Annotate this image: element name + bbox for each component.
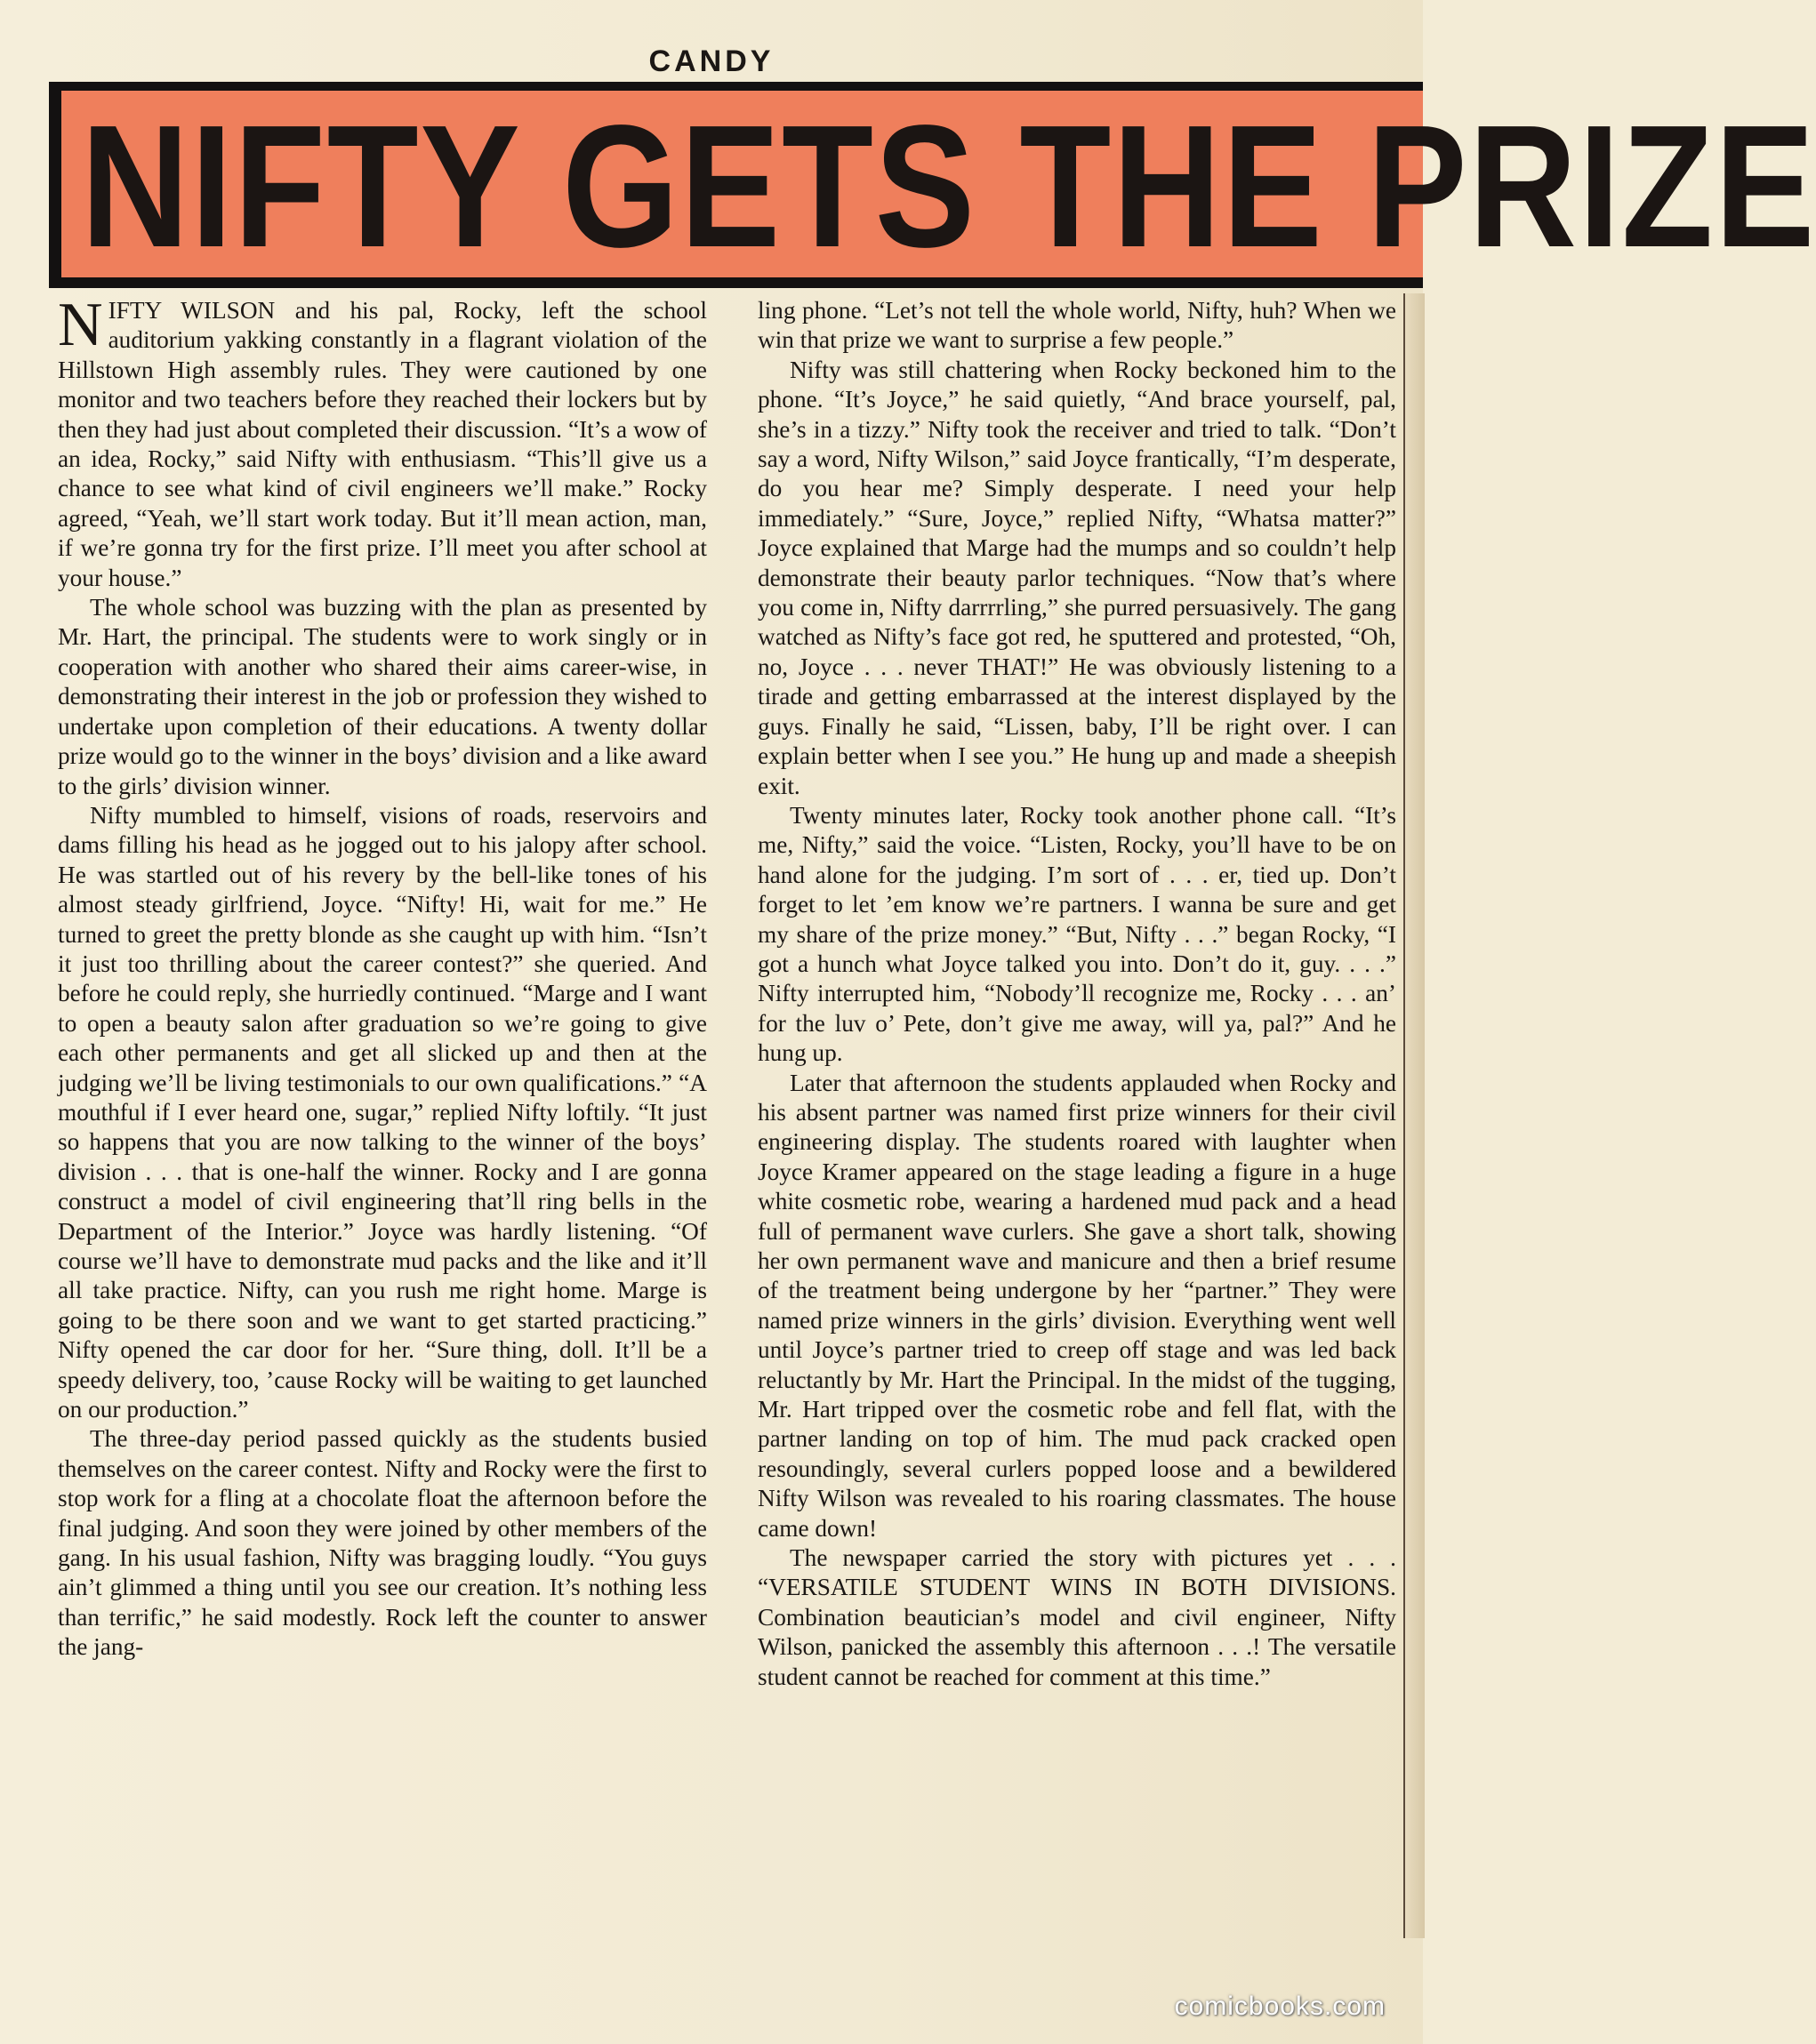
paragraph: The three-day period passed quickly as the students busied themselves on the career contest. Nifty and Rocky were the first to stop work for a fling at a chocolate float the afternoon before the final judging. And soon they were joined by other members of the gang. In his usual fashion, Nifty was bragging loudly. “You guys ain’t glimmed a thing until you see our creation. It’s nothing less than terrific,” he said modestly. Rock left the counter to answer the jang- xyxy=(58,1425,707,1661)
title-banner xyxy=(49,82,1816,288)
paragraph: Nifty mumbled to himself, visions of roads, reservoirs and dams filling his head as he jogged out to his jalopy after school. He was startled out of his revery by the bell-like tones of his almost steady girlfriend, Joyce. “Nifty! Hi, wait for me.” He turned to greet the pretty blonde as she caught up with him. “Isn’t it just too thrilling about the career contest?” she queried. And before he could reply, she hurriedly continued. “Marge and I want to open a beauty salon after graduation so we’re going to give each other permanents and get all slicked up and then at the judging we’ll be living testimonials to our own qualifications.” “A mouthful if I ever heard one, sugar,” replied Nifty loftily. “It just so happens that you are now talking to the winner of the boys’ division . . . that is one-half the winner. Rocky and I are gonna construct a model of civil engineering that’ll ring bells in the Department of the Interior.” Joyce was hardly listening. “Of course we’ll have to demonstrate mud packs and the like and it’ll all take practice. Nifty, can you rush me right home. Marge is going to be there soon and we want to get started practicing.” Nifty opened the car door for her. “Sure thing, doll. It’ll be a speedy delivery, too, ’cause Rocky will be waiting to get launched on our production.” xyxy=(58,801,707,1423)
paragraph: Nifty was still chattering when Rocky beckoned him to the phone. “It’s Joyce,” he said quietly, “And brace yourself, pal, she’s in a tizzy.” Nifty took the receiver and tried to talk. “Don’t say a word, Nifty Wilson,” said Joyce frantically, “I’m desperate, do you hear me? Simply desperate. I need your help immediately.” “Sure, Joyce,” replied Nifty, “Whatsa matter?” Joyce explained that Marge had the mumps and so couldn’t help demonstrate their beauty parlor techniques. “Now that’s where you come in, Nifty darrrrling,” she purred persuasively. The gang watched as Nifty’s face got red, he sputtered and protested, “Oh, no, Joyce . . . never THAT!” He was obviously listening to a tirade and getting embarrassed at the interest displayed by the guys. Finally he said, “Lissen, baby, I’ll be right over. I can explain better when I see you.” He hung up and made a sheepish exit. xyxy=(758,356,1396,799)
paragraph-text: IFTY WILSON and his pal, Rocky, left the school auditorium yakking constantly in a flagrant violation of the Hillstown High assembly rules. They were cautioned by one monitor and two teachers before they reached their lockers but by then they had just about completed their discussion. “It’s a wow of an idea, Rocky,” said Nifty with enthusiasm. “This’ll give us a chance to see what kind of civil engineers we’ll make.” Rocky agreed, “Yeah, we’ll start work today. But it’ll mean action, man, if we’re gonna try for the first prize. I’ll meet you after school at your house.” xyxy=(58,297,707,591)
story-column-right xyxy=(758,296,1396,1692)
paragraph: ling phone. “Let’s not tell the whole world, Nifty, huh? When we win that prize we want to surprise a few people.” xyxy=(758,297,1396,354)
paragraph xyxy=(58,291,707,593)
title-panel xyxy=(61,89,1816,284)
paragraph: The newspaper carried the story with pictures yet . . . “VERSATILE STUDENT WINS IN BOTH DIVISIONS. Combination beautician’s model and civil engineer, Nifty Wilson, panicked the assembly this afternoon . . .! The versatile student cannot be reached for comment at this time.” xyxy=(758,1544,1396,1690)
paragraph: The whole school was buzzing with the plan as presented by Mr. Hart, the principal. The students were to work singly or in cooperation with another who shared their aims career-wise, in demonstrating their interest in the job or profession they wished to undertake upon completion of their educations. A twenty dollar prize would go to the winner in the boys’ division and a like award to the girls’ division winner. xyxy=(58,594,707,799)
story-column-left xyxy=(58,291,707,1663)
paragraph: Later that afternoon the students applauded when Rocky and his absent partner was named first prize winners for their civil engineering display. The students roared with laughter when Joyce Kramer appeared on the stage leading a figure in a huge white cosmetic robe, wearing a hardened mud pack and a head full of permanent wave curlers. She gave a short talk, showing her own permanent wave and manicure and then a brief resume of the treatment being undergone by her “partner.” They were named prize winners in the girls’ division. Everything went well until Joyce’s partner tried to creep off stage and was led back reluctantly by Mr. Hart the Principal. In the midst of the tugging, Mr. Hart tripped over the cosmetic robe and fell flat, with the partner landing on top of him. The mud pack cracked open resoundingly, several curlers popped loose and a bewildered Nifty Wilson was revealed to his roaring classmates. The house came down! xyxy=(758,1069,1396,1542)
magazine-header: CANDY xyxy=(648,44,775,78)
adjacent-page-edge xyxy=(1403,293,1425,1938)
story-title: NIFTY GETS THE PRIZE xyxy=(81,89,1816,284)
drop-cap: N xyxy=(58,291,103,359)
watermark: comicbooks.com xyxy=(1174,1992,1386,2021)
paragraph: Twenty minutes later, Rocky took another phone call. “It’s me, Nifty,” said the voice. “Listen, Rocky, you’ll have to be on hand alone for the judging. I’m sort of . . . er, tied up. Don’t forget to let ’em know we’re partners. I wanna be sure and get my share of the prize money.” “But, Nifty . . .” began Rocky, “I got a hunch what Joyce talked you into. Don’t do it, guy. . . .” Nifty interrupted him, “Nobody’ll recognize me, Rocky . . . an’ for the luv o’ Pete, don’t give me away, will ya, pal?” And he hung up. xyxy=(758,801,1396,1067)
